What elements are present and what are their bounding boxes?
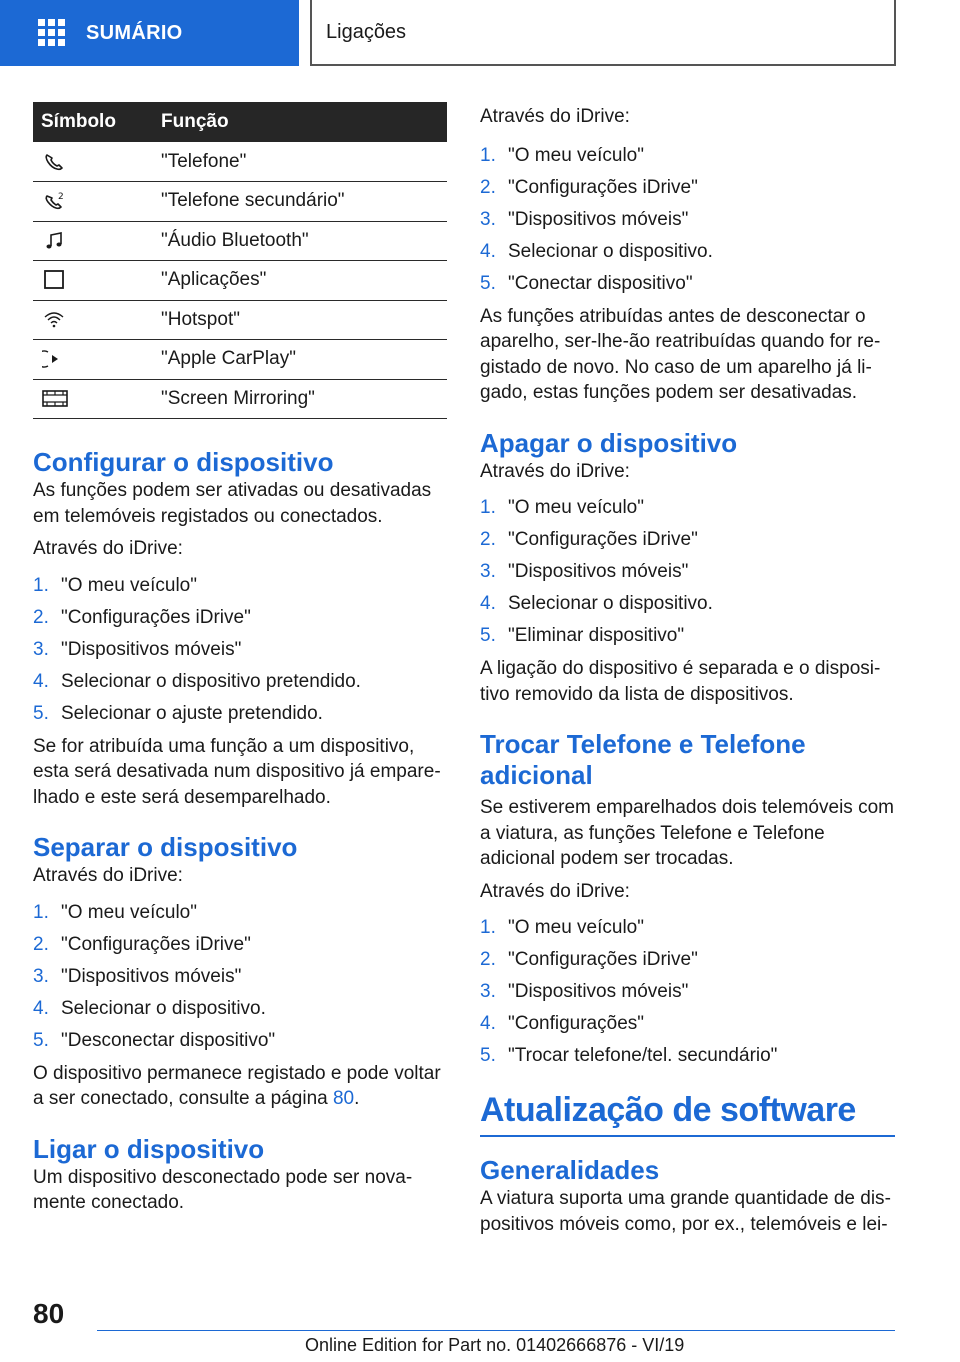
list-item: 2. "Configurações iDrive" — [480, 176, 698, 198]
list-item: 2. "Configurações iDrive" — [480, 949, 698, 970]
configure-via: Através do iDrive: — [33, 538, 183, 559]
apps-square-icon — [42, 269, 68, 291]
list-item: 2. "Configurações iDrive" — [33, 606, 251, 628]
function-cell: "Telefone" — [161, 142, 447, 182]
software-text: A viatura suporta uma grande quantidade de dispositivos móveis como, por ex., telemóveis e lei- — [480, 1188, 891, 1235]
phone-icon — [42, 151, 68, 173]
configure-note: Se for atribuída uma função a um dispositivo, esta será desativada num dispositivo já emparelhado e este será desemparelhado. — [33, 735, 441, 808]
symbol-table — [33, 102, 447, 419]
list-item: 1. "O meu veículo" — [480, 497, 644, 518]
connect-steps — [480, 144, 895, 295]
right-column — [480, 104, 895, 1244]
delete-note: A ligação do dispositivo é separada e o dispositivo removido da lista de dispositivos. — [480, 658, 881, 705]
symbol-cell — [33, 261, 161, 301]
list-item: 4. Selecionar o dispositivo. — [480, 240, 713, 262]
list-item: 3. "Dispositivos móveis" — [480, 981, 689, 1002]
wifi-hotspot-icon — [42, 309, 68, 331]
function-cell: "Aplicações" — [161, 261, 447, 301]
swap-via: Através do iDrive: — [480, 880, 630, 902]
function-cell: "Telefone secundário" — [161, 182, 447, 222]
list-item: 5. "Eliminar dispositivo" — [480, 625, 685, 646]
phone-secondary-icon — [42, 190, 68, 212]
section-title-separate: Separar o dispositivo — [33, 832, 298, 862]
delete-via: Através do iDrive: — [480, 460, 630, 482]
list-item: 2. "Configurações iDrive" — [480, 529, 698, 550]
chapter-title-software: Atualização de software — [480, 1091, 856, 1129]
page-link[interactable]: 80 — [332, 1088, 355, 1109]
configure-intro: As funções podem ser ativadas ou desativadas em telemóveis registados ou conectados. — [33, 480, 432, 527]
section-title-configure: Configurar o dispositivo — [33, 447, 334, 477]
separate-via: Através do iDrive: — [33, 865, 183, 886]
table-header-function: Função — [161, 102, 447, 142]
symbol-cell — [33, 340, 161, 380]
list-item: 5. "Conectar dispositivo" — [480, 272, 693, 294]
list-item: 5. "Trocar telefone/tel. secundário" — [480, 1045, 778, 1066]
page-number: 80 — [33, 1298, 65, 1329]
list-item: 5. "Desconectar dispositivo" — [33, 1029, 276, 1051]
symbol-cell — [33, 182, 161, 222]
list-item: 4. Selecionar o dispositivo pretendido. — [33, 670, 361, 692]
list-item: 5. Selecionar o ajuste pretendido. — [33, 702, 323, 724]
table-row — [33, 182, 447, 222]
footer-edition: Online Edition for Part no. 01402666876 - VI/19 — [305, 1335, 685, 1355]
section-title-connect: Ligar o dispositivo — [33, 1133, 265, 1164]
configure-steps — [33, 574, 447, 725]
table-row — [33, 300, 447, 340]
toc-label: SUMÁRIO — [86, 21, 183, 44]
table-row — [33, 261, 447, 301]
list-item: 1. "O meu veículo" — [480, 144, 644, 166]
separate-note: O dispositivo permanece registado e pode voltar a ser conectado, consulte a página 80. — [33, 1062, 441, 1109]
list-item: 4. "Configurações" — [480, 1013, 645, 1034]
toc-button[interactable] — [0, 0, 299, 66]
carplay-play-icon — [42, 348, 68, 370]
table-row — [33, 142, 447, 182]
list-item: 3. "Dispositivos móveis" — [480, 208, 689, 230]
function-cell: "Hotspot" — [161, 300, 447, 340]
symbol-cell — [33, 379, 161, 419]
list-item: 1. "O meu veículo" — [480, 917, 644, 938]
list-item: 4. Selecionar o dispositivo. — [33, 997, 266, 1019]
list-item: 4. Selecionar o dispositivo. — [480, 593, 713, 614]
svg-text:2: 2 — [58, 192, 64, 203]
table-header-row — [33, 102, 447, 142]
connect-text: Um dispositivo desconectado pode ser novamente conectado. — [33, 1166, 413, 1213]
separate-steps — [33, 901, 447, 1052]
list-item: 1. "O meu veículo" — [33, 901, 197, 923]
list-item: 1. "O meu veículo" — [33, 574, 197, 596]
function-cell: "Áudio Bluetooth" — [161, 221, 447, 261]
grid-menu-icon — [38, 19, 66, 47]
swap-steps — [480, 916, 895, 1067]
list-item: 2. "Configurações iDrive" — [33, 933, 251, 955]
left-column — [33, 102, 447, 1223]
connect-via: Através do iDrive: — [480, 106, 630, 127]
swap-text: Se estiverem emparelhados dois telemóveis com a viatura, as funções Telefone e Telefone adicional podem ser trocadas. — [480, 797, 894, 869]
breadcrumb-label: Ligações — [326, 20, 407, 43]
chapter-rule — [480, 1135, 895, 1137]
delete-steps — [480, 496, 895, 647]
table-row — [33, 340, 447, 380]
music-note-icon — [42, 230, 68, 252]
section-title-delete: Apagar o dispositivo — [480, 427, 738, 458]
symbol-cell — [33, 142, 161, 182]
section-title-swap: Trocar Telefone e Telefone adicional — [480, 729, 806, 790]
symbol-cell — [33, 221, 161, 261]
function-cell: "Apple CarPlay" — [161, 340, 447, 380]
function-cell: "Screen Mirroring" — [161, 379, 447, 419]
list-item: 3. "Dispositivos móveis" — [33, 965, 242, 987]
breadcrumb — [310, 0, 896, 66]
footer-rule — [97, 1330, 895, 1331]
symbol-cell — [33, 300, 161, 340]
screen-mirroring-icon — [42, 388, 68, 410]
section-title-general: Generalidades — [480, 1155, 660, 1185]
table-header-symbol: Símbolo — [33, 102, 161, 142]
table-row — [33, 379, 447, 419]
list-item: 3. "Dispositivos móveis" — [33, 638, 242, 660]
list-item: 3. "Dispositivos móveis" — [480, 561, 689, 582]
connect-note: As funções atribuídas antes de desconectar o aparelho, ser-lhe-ão reatribuídas quando for registado de novo. No caso de um aparelho já ligado, estas funções podem ser desativadas. — [480, 305, 881, 403]
table-row — [33, 221, 447, 261]
